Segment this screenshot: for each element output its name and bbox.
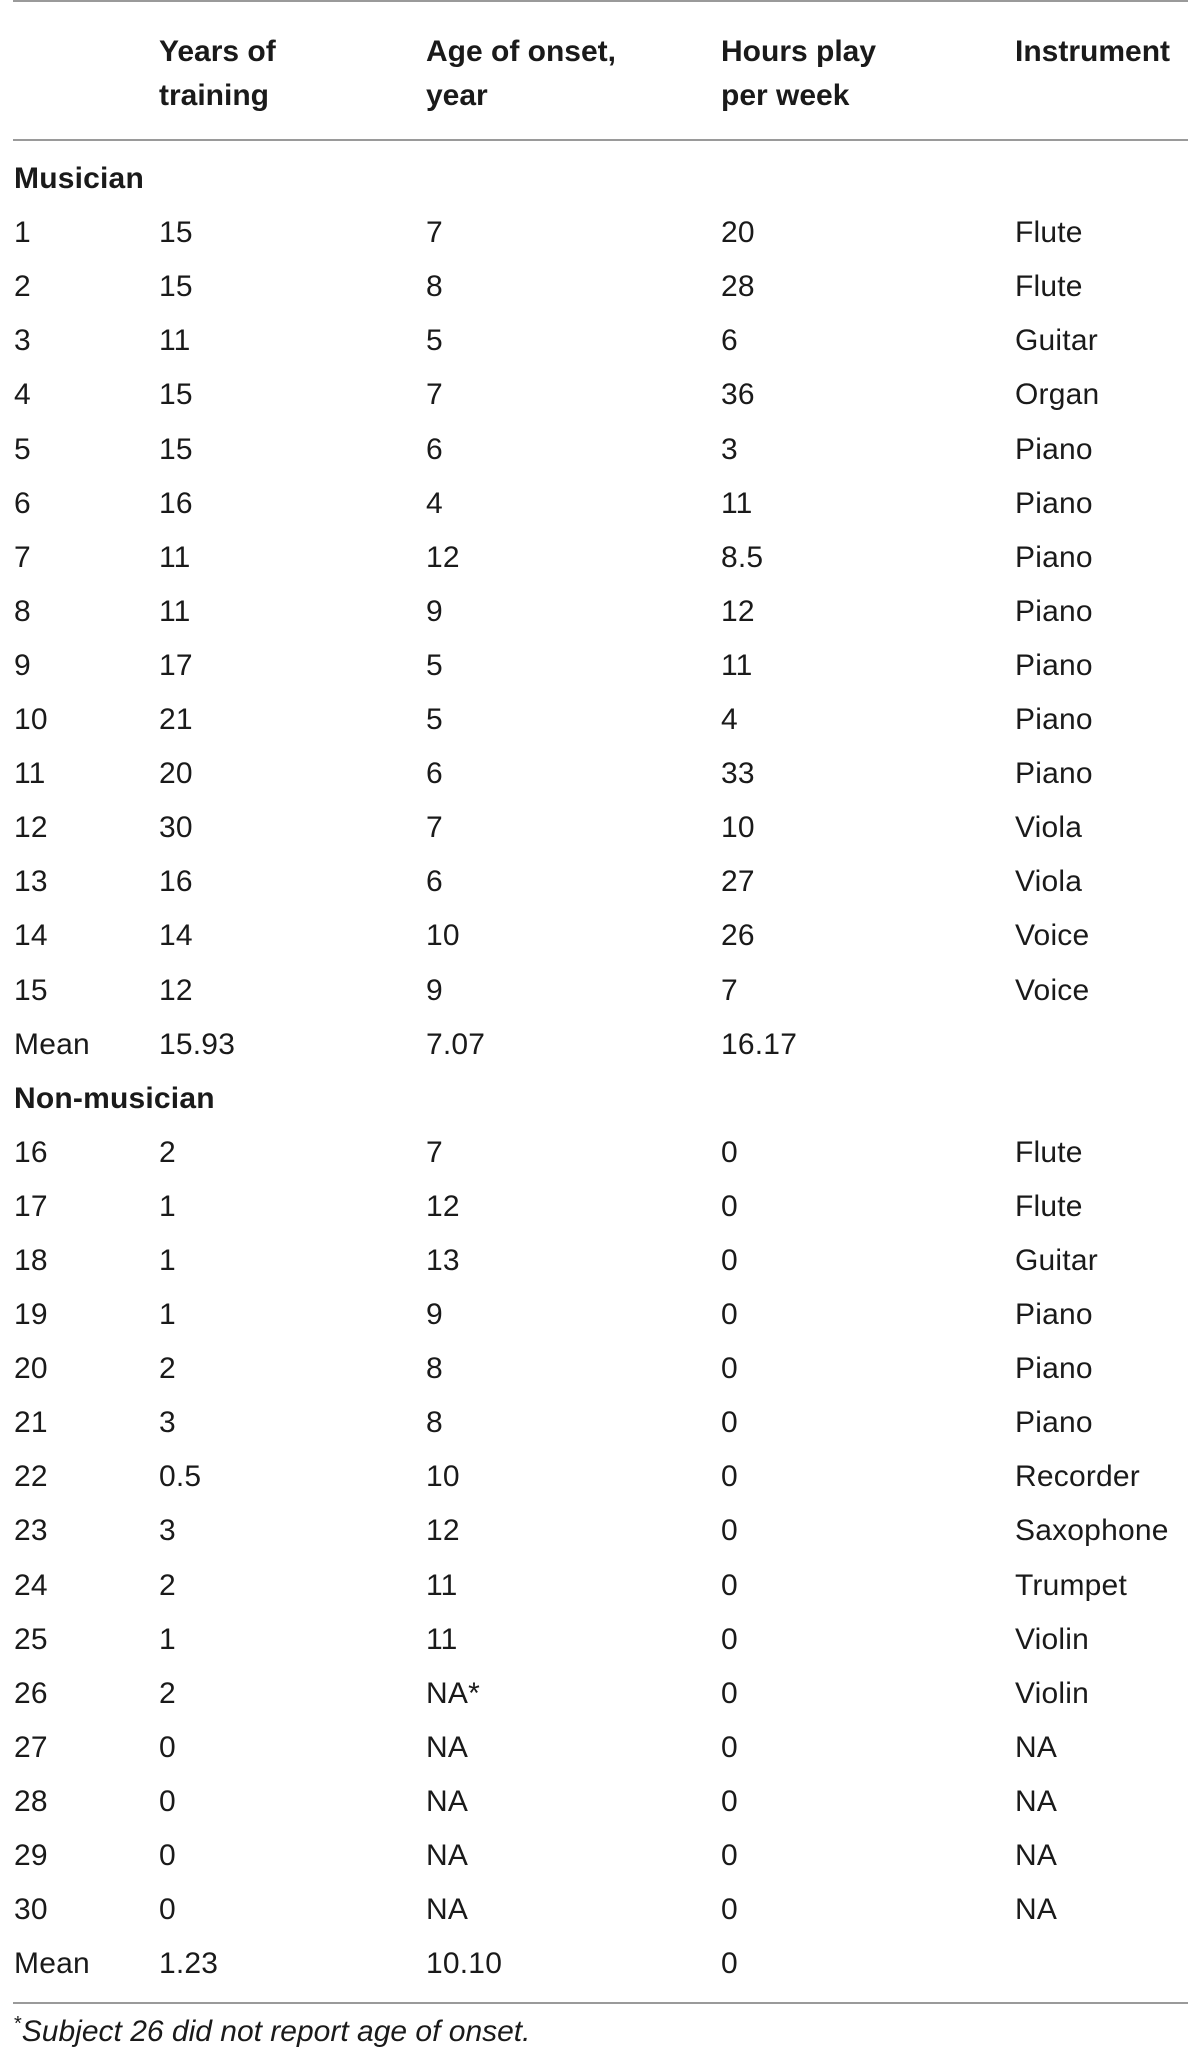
cell-hours-play-per-week: 12 — [721, 595, 755, 628]
header-years-of-training — [159, 30, 276, 118]
cell-age-of-onset: 7.07 — [426, 1028, 486, 1061]
cell-age-of-onset: 10.10 — [426, 1947, 503, 1980]
cell-instrument: Saxophone — [1015, 1514, 1169, 1547]
cell-years-of-training: 1.23 — [159, 1947, 219, 1980]
table-row — [0, 314, 1200, 368]
cell-instrument: Piano — [1015, 1298, 1093, 1331]
cell-years-of-training: 2 — [159, 1136, 176, 1169]
cell-subject: 3 — [14, 324, 31, 357]
cell-subject: 27 — [14, 1731, 48, 1764]
top-rule — [13, 0, 1188, 2]
cell-hours-play-per-week: 0 — [721, 1244, 738, 1277]
cell-subject: 28 — [14, 1785, 48, 1818]
cell-age-of-onset: 7 — [426, 811, 443, 844]
cell-subject: 19 — [14, 1298, 48, 1331]
table-row — [0, 585, 1200, 639]
header-rule — [13, 139, 1188, 141]
cell-instrument: Piano — [1015, 649, 1093, 682]
table-row — [0, 909, 1200, 963]
cell-age-of-onset: 12 — [426, 541, 460, 574]
cell-hours-play-per-week: 0 — [721, 1569, 738, 1602]
header-line: training — [159, 79, 269, 112]
cell-instrument: Voice — [1015, 919, 1090, 952]
cell-age-of-onset: 6 — [426, 433, 443, 466]
cell-years-of-training: 14 — [159, 919, 193, 952]
cell-hours-play-per-week: 0 — [721, 1136, 738, 1169]
section-title: Musician — [14, 162, 144, 195]
cell-years-of-training: 2 — [159, 1677, 176, 1710]
cell-hours-play-per-week: 10 — [721, 811, 755, 844]
cell-years-of-training: 16 — [159, 865, 193, 898]
table-row — [0, 477, 1200, 531]
header-line: Instrument — [1015, 35, 1171, 68]
table-row — [0, 1667, 1200, 1721]
footnote-text: Subject 26 did not report age of onset. — [21, 2015, 531, 2048]
cell-instrument: Flute — [1015, 270, 1083, 303]
cell-subject: 6 — [14, 487, 31, 520]
cell-subject: 21 — [14, 1406, 48, 1439]
table-row — [0, 1829, 1200, 1883]
cell-age-of-onset: 9 — [426, 974, 443, 1007]
bottom-rule — [13, 2002, 1188, 2004]
header-line: Age of onset, — [426, 35, 617, 68]
cell-years-of-training: 15.93 — [159, 1028, 236, 1061]
cell-years-of-training: 15 — [159, 270, 193, 303]
cell-years-of-training: 12 — [159, 974, 193, 1007]
header-line: year — [426, 79, 488, 112]
cell-instrument: NA — [1015, 1785, 1058, 1818]
table-row — [0, 1180, 1200, 1234]
cell-years-of-training: 15 — [159, 433, 193, 466]
cell-instrument: Organ — [1015, 378, 1100, 411]
cell-hours-play-per-week: 0 — [721, 1839, 738, 1872]
cell-subject: 1 — [14, 216, 31, 249]
header-instrument — [1015, 30, 1170, 74]
cell-hours-play-per-week: 3 — [721, 433, 738, 466]
table-row — [0, 1342, 1200, 1396]
cell-age-of-onset: 10 — [426, 1460, 460, 1493]
table-row — [0, 1559, 1200, 1613]
cell-years-of-training: 1 — [159, 1623, 176, 1656]
cell-hours-play-per-week: 0 — [721, 1731, 738, 1764]
cell-instrument: Piano — [1015, 703, 1093, 736]
cell-subject: 20 — [14, 1352, 48, 1385]
cell-years-of-training: 30 — [159, 811, 193, 844]
cell-years-of-training: 15 — [159, 216, 193, 249]
cell-age-of-onset: 13 — [426, 1244, 460, 1277]
cell-subject: Mean — [14, 1028, 90, 1061]
table-row — [0, 368, 1200, 422]
cell-instrument: Voice — [1015, 974, 1090, 1007]
table-row — [0, 1883, 1200, 1937]
cell-hours-play-per-week: 6 — [721, 324, 738, 357]
cell-subject: 4 — [14, 378, 31, 411]
cell-hours-play-per-week: 20 — [721, 216, 755, 249]
table-row — [0, 747, 1200, 801]
header-age-of-onset — [426, 30, 616, 118]
cell-instrument: Guitar — [1015, 324, 1098, 357]
cell-years-of-training: 1 — [159, 1298, 176, 1331]
cell-instrument: Trumpet — [1015, 1569, 1127, 1602]
cell-age-of-onset: 5 — [426, 324, 443, 357]
cell-subject: 30 — [14, 1893, 48, 1926]
cell-subject: 5 — [14, 433, 31, 466]
cell-hours-play-per-week: 11 — [721, 649, 753, 682]
cell-subject: 17 — [14, 1190, 48, 1223]
cell-age-of-onset: 6 — [426, 757, 443, 790]
cell-subject: 13 — [14, 865, 48, 898]
cell-subject: 24 — [14, 1569, 48, 1602]
table-row — [0, 423, 1200, 477]
cell-subject: 26 — [14, 1677, 48, 1710]
cell-instrument: Flute — [1015, 216, 1083, 249]
table-row — [0, 260, 1200, 314]
cell-hours-play-per-week: 0 — [721, 1190, 738, 1223]
cell-years-of-training: 15 — [159, 378, 193, 411]
table-row — [0, 1234, 1200, 1288]
cell-instrument: NA — [1015, 1731, 1058, 1764]
cell-hours-play-per-week: 0 — [721, 1785, 738, 1818]
section-heading-row — [0, 152, 1200, 206]
table-row — [0, 1775, 1200, 1829]
cell-hours-play-per-week: 0 — [721, 1947, 738, 1980]
table-row — [0, 206, 1200, 260]
cell-subject: 7 — [14, 541, 31, 574]
cell-age-of-onset: 11 — [426, 1623, 458, 1656]
cell-years-of-training: 0 — [159, 1785, 176, 1818]
cell-subject: 22 — [14, 1460, 48, 1493]
cell-age-of-onset: 9 — [426, 1298, 443, 1331]
table-row — [0, 531, 1200, 585]
table-row — [0, 1288, 1200, 1342]
cell-subject: 11 — [14, 757, 46, 790]
cell-instrument: Viola — [1015, 865, 1083, 898]
cell-age-of-onset: NA — [426, 1893, 469, 1926]
cell-subject: 16 — [14, 1136, 48, 1169]
cell-instrument: Piano — [1015, 595, 1093, 628]
cell-years-of-training: 3 — [159, 1514, 176, 1547]
header-line: per week — [721, 79, 850, 112]
cell-instrument: Piano — [1015, 757, 1093, 790]
cell-age-of-onset: NA — [426, 1731, 469, 1764]
cell-subject: Mean — [14, 1947, 90, 1980]
cell-hours-play-per-week: 0 — [721, 1406, 738, 1439]
cell-years-of-training: 11 — [159, 324, 191, 357]
cell-age-of-onset: 12 — [426, 1190, 460, 1223]
cell-age-of-onset: 6 — [426, 865, 443, 898]
section-title: Non-musician — [14, 1081, 215, 1115]
cell-age-of-onset: 7 — [426, 1136, 443, 1169]
header-line: Years of — [159, 35, 276, 68]
cell-hours-play-per-week: 11 — [721, 487, 753, 520]
header-line: Hours play — [721, 35, 877, 68]
cell-hours-play-per-week: 27 — [721, 865, 755, 898]
cell-instrument: Piano — [1015, 541, 1093, 574]
cell-hours-play-per-week: 0 — [721, 1460, 738, 1493]
cell-instrument: Violin — [1015, 1623, 1090, 1656]
cell-years-of-training: 17 — [159, 649, 193, 682]
cell-years-of-training: 3 — [159, 1406, 176, 1439]
cell-hours-play-per-week: 28 — [721, 270, 755, 303]
cell-subject: 12 — [14, 811, 48, 844]
footnote — [14, 2015, 530, 2049]
cell-subject: 9 — [14, 649, 31, 682]
cell-instrument: Flute — [1015, 1190, 1083, 1223]
table-row — [0, 693, 1200, 747]
cell-age-of-onset: 10 — [426, 919, 460, 952]
table-row — [0, 1450, 1200, 1504]
cell-age-of-onset: 4 — [426, 487, 443, 520]
cell-hours-play-per-week: 33 — [721, 757, 755, 790]
cell-years-of-training: 0 — [159, 1731, 176, 1764]
footnote-marker: * — [14, 2013, 22, 2035]
cell-hours-play-per-week: 16.17 — [721, 1028, 798, 1061]
cell-subject: 14 — [14, 919, 48, 952]
section-heading-row — [0, 1072, 1200, 1126]
cell-hours-play-per-week: 0 — [721, 1893, 738, 1926]
table-row — [0, 1126, 1200, 1180]
cell-years-of-training: 1 — [159, 1190, 176, 1223]
cell-age-of-onset: NA — [426, 1785, 469, 1818]
cell-age-of-onset: 7 — [426, 378, 443, 411]
cell-hours-play-per-week: 0 — [721, 1298, 738, 1331]
cell-years-of-training: 0 — [159, 1893, 176, 1926]
cell-instrument: Viola — [1015, 811, 1083, 844]
cell-subject: 23 — [14, 1514, 48, 1547]
cell-subject: 29 — [14, 1839, 48, 1872]
cell-years-of-training: 1 — [159, 1244, 176, 1277]
cell-age-of-onset: 5 — [426, 649, 443, 682]
cell-instrument: NA — [1015, 1893, 1058, 1926]
table-row — [0, 1613, 1200, 1667]
cell-instrument: Violin — [1015, 1677, 1090, 1710]
cell-hours-play-per-week: 26 — [721, 919, 755, 952]
cell-years-of-training: 2 — [159, 1569, 176, 1602]
cell-hours-play-per-week: 0 — [721, 1352, 738, 1385]
cell-years-of-training: 0.5 — [159, 1460, 202, 1493]
cell-age-of-onset: 8 — [426, 1352, 443, 1385]
cell-years-of-training: 21 — [159, 703, 193, 736]
table-row — [0, 1504, 1200, 1558]
header-hours-play — [721, 30, 876, 118]
cell-instrument: Flute — [1015, 1136, 1083, 1169]
cell-age-of-onset: 9 — [426, 595, 443, 628]
cell-years-of-training: 16 — [159, 487, 193, 520]
cell-subject: 8 — [14, 595, 31, 628]
cell-instrument: Piano — [1015, 1352, 1093, 1385]
cell-hours-play-per-week: 0 — [721, 1677, 738, 1710]
table-row — [0, 801, 1200, 855]
table-row — [0, 1721, 1200, 1775]
cell-hours-play-per-week: 8.5 — [721, 541, 764, 574]
cell-age-of-onset: 8 — [426, 1406, 443, 1439]
cell-subject: 15 — [14, 974, 48, 1007]
cell-subject: 25 — [14, 1623, 48, 1656]
cell-age-of-onset: 5 — [426, 703, 443, 736]
cell-years-of-training: 0 — [159, 1839, 176, 1872]
cell-years-of-training: 20 — [159, 757, 193, 790]
cell-hours-play-per-week: 0 — [721, 1514, 738, 1547]
table-row — [0, 964, 1200, 1018]
cell-age-of-onset: 8 — [426, 270, 443, 303]
cell-instrument: Piano — [1015, 433, 1093, 466]
cell-subject: 2 — [14, 270, 31, 303]
cell-age-of-onset: 7 — [426, 216, 443, 249]
cell-hours-play-per-week: 7 — [721, 974, 738, 1007]
table-row — [0, 1396, 1200, 1450]
cell-hours-play-per-week: 4 — [721, 703, 738, 736]
cell-years-of-training: 11 — [159, 595, 191, 628]
cell-years-of-training: 11 — [159, 541, 191, 574]
cell-instrument: NA — [1015, 1839, 1058, 1872]
table-row — [0, 639, 1200, 693]
cell-instrument: Piano — [1015, 1406, 1093, 1439]
mean-row — [0, 1937, 1200, 1991]
mean-row — [0, 1018, 1200, 1072]
cell-years-of-training: 2 — [159, 1352, 176, 1385]
cell-age-of-onset: NA — [426, 1839, 469, 1872]
cell-hours-play-per-week: 0 — [721, 1623, 738, 1656]
cell-instrument: Piano — [1015, 487, 1093, 520]
table-row — [0, 855, 1200, 909]
cell-age-of-onset: 12 — [426, 1514, 460, 1547]
cell-instrument: Recorder — [1015, 1460, 1140, 1493]
cell-subject: 10 — [14, 703, 48, 736]
cell-instrument: Guitar — [1015, 1244, 1098, 1277]
cell-hours-play-per-week: 36 — [721, 378, 755, 411]
cell-age-of-onset: NA* — [426, 1677, 480, 1710]
cell-subject: 18 — [14, 1244, 48, 1277]
cell-age-of-onset: 11 — [426, 1569, 458, 1602]
